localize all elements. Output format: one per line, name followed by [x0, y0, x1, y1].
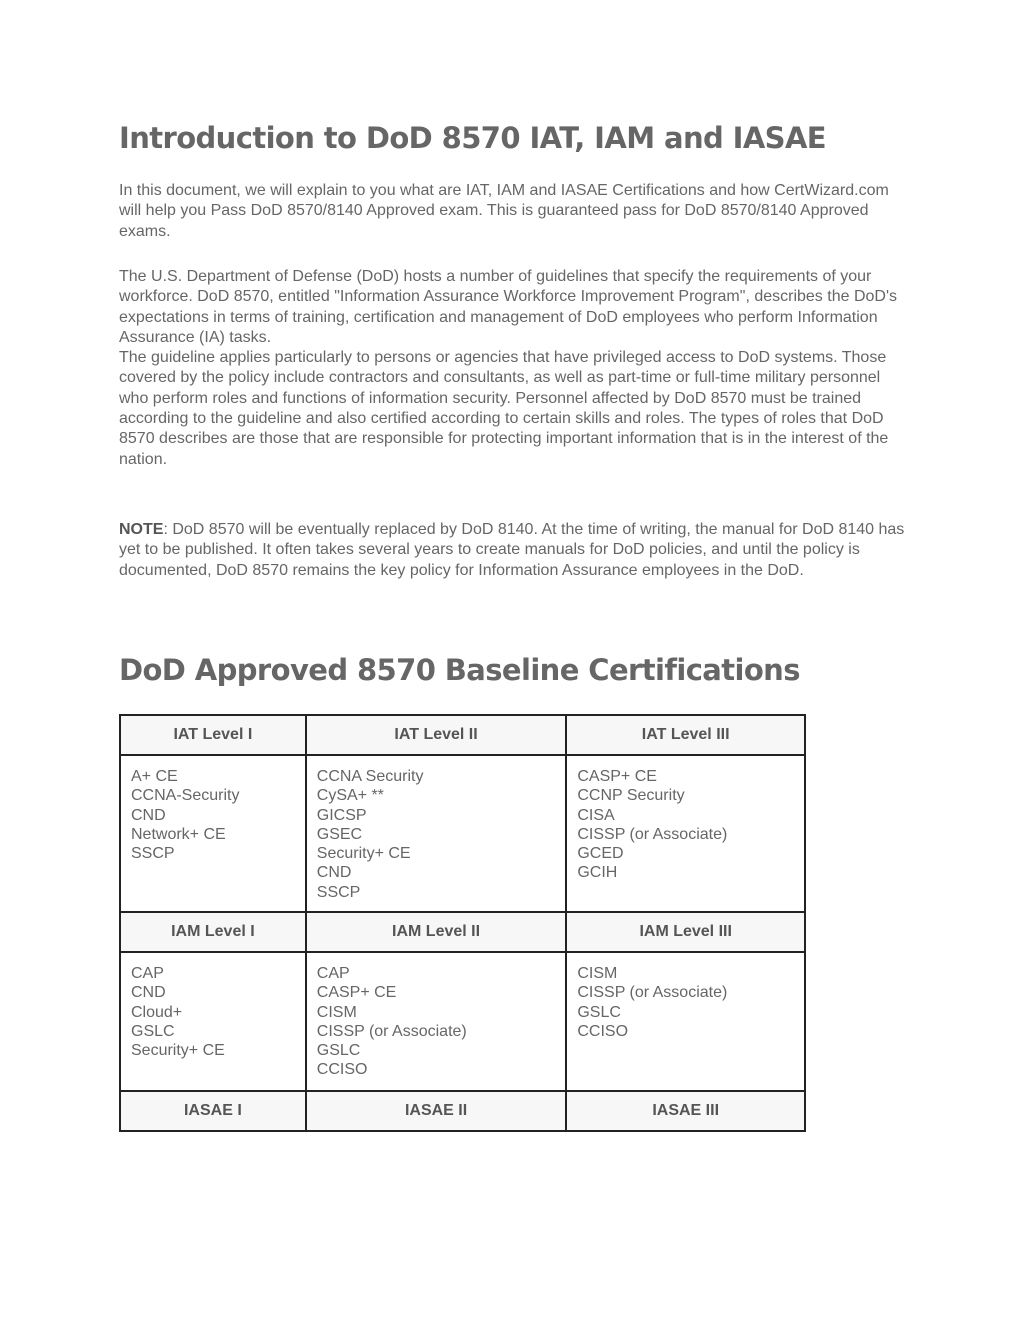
cert-item: CySA+ **	[316, 787, 384, 805]
cert-item: CISA	[577, 806, 615, 824]
cert-item: CCNP Security	[577, 787, 685, 805]
table-header-cell: IAT Level II	[306, 715, 567, 755]
iam-header-row	[120, 912, 805, 952]
cert-item: CCNA Security	[316, 768, 424, 785]
cert-item: CCNA-Security	[131, 787, 240, 805]
cert-item: CAP	[131, 965, 164, 982]
section-title: DoD Approved 8570 Baseline Certifications	[119, 653, 800, 687]
cert-item: Network+ CE	[131, 825, 226, 843]
table-header-cell: IAT Level III	[566, 715, 805, 755]
intro-paragraph: In this document, we will explain to you what are IAT, IAM and IASAE Certifications and how CertWizard.com will help you Pass DoD 8570/8140 Approved exam. This is guaranteed pass for DoD 8570/8140 Approved exams.	[119, 182, 889, 240]
cert-item: CND	[316, 864, 352, 882]
cert-item: Cloud+	[131, 1003, 183, 1021]
cert-item: CISM	[316, 1003, 357, 1021]
iat-level-3-cell	[566, 755, 805, 912]
cert-item: A+ CE	[131, 768, 178, 785]
cert-item: CND	[131, 806, 166, 824]
iasae-header-row	[120, 1091, 805, 1131]
table-header-cell: IASAE II	[306, 1091, 567, 1131]
cert-item: GICSP	[316, 806, 367, 824]
cert-item: CCISO	[577, 1022, 629, 1040]
table-header-cell: IASAE I	[120, 1091, 306, 1131]
cert-item: GCIH	[577, 864, 618, 882]
note-paragraph	[119, 520, 909, 581]
cert-item: CISSP (or Associate)	[577, 825, 728, 843]
dod-paragraph-2: The guideline applies particularly to persons or agencies that have privileged access to DoD systems. Those covered by the policy include contractors and consultants, as well as part-time or full-time military personnel who perform roles and functions of information security. Personnel affected by DoD 8570 must be trained according to the guideline and also certified according to certain skills and roles. The types of roles that DoD 8570 describes are those that are responsible for protecting important information that is in the interest of the nation.	[119, 349, 889, 468]
cert-item: GSLC	[131, 1022, 175, 1040]
cert-item: CISM	[577, 965, 618, 982]
cert-item: Security+ CE	[131, 1042, 225, 1060]
certification-table	[119, 714, 806, 1132]
note-text: : DoD 8570 will be eventually replaced by DoD 8140. At the time of writing, the manual for DoD 8140 has yet to be published. It often takes several years to create manuals for DoD policies, and until the policy is documented, DoD 8570 remains the key policy for Information Assurance employees in the DoD.	[119, 521, 905, 579]
iat-level-2-cell	[306, 755, 567, 912]
cert-item: SSCP	[131, 845, 175, 863]
iat-header-row	[120, 715, 805, 755]
cert-item: SSCP	[316, 883, 361, 901]
cert-item: CASP+ CE	[316, 984, 397, 1002]
cert-item: CISSP (or Associate)	[577, 984, 728, 1002]
iat-cert-row	[120, 755, 805, 912]
table-header-cell: IASAE III	[566, 1091, 805, 1131]
cert-item: CAP	[316, 965, 350, 982]
cert-item: CCISO	[316, 1061, 368, 1079]
cert-item: GSLC	[577, 1003, 621, 1021]
iam-level-1-cell	[120, 952, 306, 1091]
dod-paragraph-1: The U.S. Department of Defense (DoD) hosts a number of guidelines that specify the requirements of your workforce. DoD 8570, entitled "Information Assurance Workforce Improvement Program", describes the DoD's expectations in terms of training, certification and management of DoD employees who perform Information Assurance (IA) tasks.	[119, 268, 897, 346]
table-header-cell: IAM Level I	[120, 912, 306, 952]
iam-level-2-cell	[306, 952, 567, 1091]
cert-item: CND	[131, 984, 166, 1002]
cert-item: CISSP (or Associate)	[316, 1022, 467, 1040]
dod-description	[119, 267, 909, 470]
cert-item: GCED	[577, 845, 624, 863]
table-header-cell: IAT Level I	[120, 715, 306, 755]
iam-level-3-cell	[566, 952, 805, 1091]
iat-level-1-cell	[120, 755, 306, 912]
cert-item: GSEC	[316, 825, 363, 843]
cert-item: GSLC	[316, 1042, 361, 1060]
table-header-cell: IAM Level III	[566, 912, 805, 952]
page-title: Introduction to DoD 8570 IAT, IAM and IASAE	[119, 121, 827, 155]
table-header-cell: IAM Level II	[306, 912, 567, 952]
cert-item: Security+ CE	[316, 845, 411, 863]
note-label: NOTE	[119, 521, 164, 538]
cert-item: CASP+ CE	[577, 768, 657, 785]
iam-cert-row	[120, 952, 805, 1091]
